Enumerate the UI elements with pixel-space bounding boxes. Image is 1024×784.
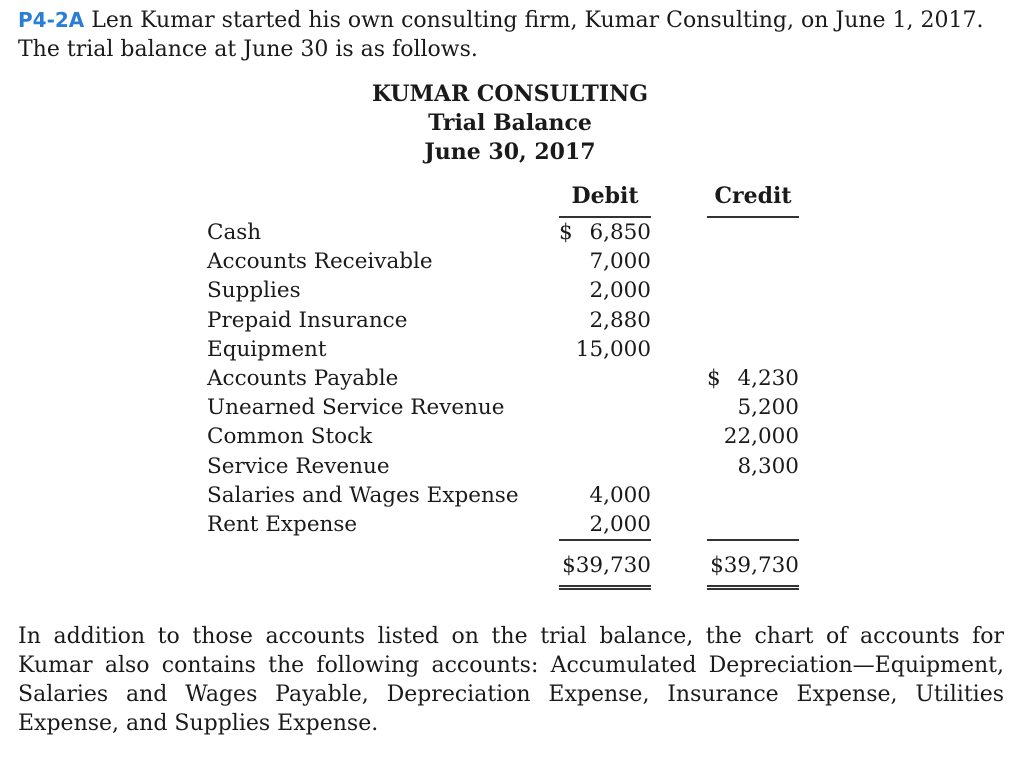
- debit-amount: [559, 510, 651, 540]
- debit-amount-value: 2,000: [589, 278, 651, 304]
- table-row: [207, 335, 799, 364]
- chart-of-accounts-note: In addition to those accounts listed on the trial balance, the chart of accounts for Kumar also contains the following accounts: Accumulated Depreciation—Equipment, Salaries and Wages Payable, Depreciation Expense, Insurance Expense, Utilities Expense, and Supplies Expense.: [18, 624, 1004, 736]
- account-name: Cash: [207, 219, 262, 245]
- debit-amount: [559, 276, 651, 305]
- account-name: Prepaid Insurance: [207, 307, 408, 333]
- credit-amount: [707, 335, 799, 364]
- debit-amount-value: 4,000: [589, 482, 651, 508]
- table-row: [207, 510, 799, 540]
- debit-amount-value: 2,000: [589, 511, 651, 537]
- statement-heading: [300, 80, 720, 167]
- debit-amount: [559, 364, 651, 393]
- debit-amount: [559, 422, 651, 451]
- debit-header: Debit: [559, 180, 651, 217]
- debit-amount: [559, 481, 651, 510]
- debit-amount: [559, 335, 651, 364]
- debit-amount: [559, 306, 651, 335]
- problem-intro-text: Len Kumar started his own consulting firm, Kumar Consulting, on June 1, 2017. The trial balance at June 30 is as follows.: [18, 8, 984, 62]
- credit-amount: [707, 364, 799, 393]
- table-row: [207, 217, 799, 247]
- statement-date: June 30, 2017: [424, 139, 596, 165]
- account-name: Unearned Service Revenue: [207, 395, 505, 421]
- credit-amount: [707, 481, 799, 510]
- statement-title: Trial Balance: [428, 110, 592, 136]
- account-name: Service Revenue: [207, 453, 390, 479]
- debit-total: $39,730: [559, 540, 651, 588]
- credit-amount: [707, 393, 799, 422]
- account-name: Supplies: [207, 278, 301, 304]
- table-row: [207, 452, 799, 481]
- table-row: [207, 306, 799, 335]
- credit-amount: [707, 247, 799, 276]
- debit-amount: [559, 247, 651, 276]
- account-name: Accounts Receivable: [207, 249, 433, 275]
- credit-amount-value: 22,000: [723, 424, 799, 450]
- credit-amount: [707, 452, 799, 481]
- dollar-sign: $: [559, 220, 573, 246]
- account-name: Common Stock: [207, 424, 373, 450]
- credit-amount: [707, 276, 799, 305]
- table-row: [207, 276, 799, 305]
- account-name: Equipment: [207, 336, 327, 362]
- debit-amount: [559, 393, 651, 422]
- credit-amount-value: 4,230: [737, 366, 799, 392]
- credit-total: $39,730: [707, 540, 799, 588]
- account-name: Rent Expense: [207, 512, 358, 538]
- company-name: KUMAR CONSULTING: [372, 81, 648, 107]
- trial-balance-body: [207, 217, 799, 540]
- account-header: [207, 180, 559, 217]
- table-row: [207, 481, 799, 510]
- credit-amount: [707, 217, 799, 247]
- credit-amount: [707, 422, 799, 451]
- credit-header: Credit: [707, 180, 799, 217]
- debit-amount: [559, 217, 651, 247]
- table-row: [207, 364, 799, 393]
- totals-row: [207, 540, 799, 588]
- credit-amount-value: 8,300: [737, 453, 799, 479]
- credit-amount: [707, 510, 799, 540]
- table-row: [207, 247, 799, 276]
- account-name: Accounts Payable: [207, 366, 399, 392]
- credit-amount-value: 5,200: [737, 395, 799, 421]
- dollar-sign: $: [707, 366, 721, 392]
- trial-balance-table: [207, 180, 799, 590]
- credit-amount: [707, 306, 799, 335]
- debit-amount-value: 6,850: [589, 220, 651, 246]
- table-row: [207, 422, 799, 451]
- problem-id: P4-2A: [18, 8, 85, 32]
- debit-amount: [559, 452, 651, 481]
- debit-amount-value: 7,000: [589, 249, 651, 275]
- problem-intro: [18, 6, 1008, 64]
- debit-amount-value: 2,880: [589, 307, 651, 333]
- table-header-row: [207, 180, 799, 217]
- debit-amount-value: 15,000: [575, 336, 651, 362]
- table-row: [207, 393, 799, 422]
- account-name: Salaries and Wages Expense: [207, 482, 519, 508]
